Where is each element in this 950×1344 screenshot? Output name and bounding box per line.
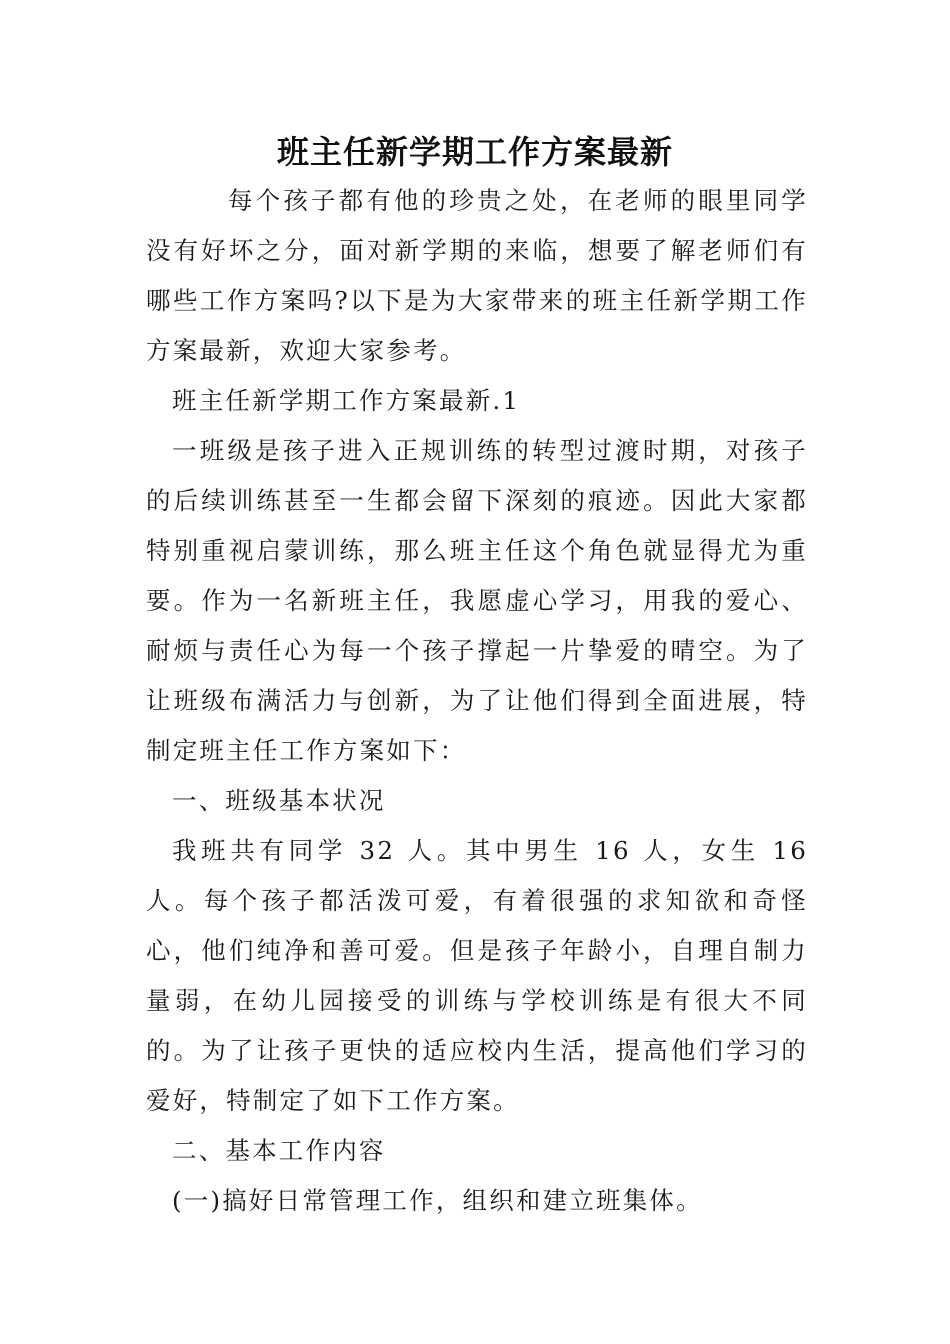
section-title: 班主任新学期工作方案最新.1 bbox=[172, 386, 521, 415]
subheading-daily-management: (一)搞好日常管理工作，组织和建立班集体。 bbox=[172, 1186, 703, 1215]
paragraph-class-status: 我班共有同学 32 人。其中男生 16 人，女生 16 人。每个孩子都活泼可爱，有着很强的求知欲和奇怪心，他们纯净和善可爱。但是孩子年龄小，自理自制力量弱，在幼儿园接受的训练与学校训练是有很大不同的。为了让孩子更快的适应校内生活，提高他们学习的爱好，特制定了如下工作方案。 bbox=[146, 836, 808, 1115]
document-title: 班主任新学期工作方案最新 bbox=[276, 133, 673, 171]
document-body bbox=[146, 176, 808, 1226]
intro-paragraph: 每个孩子都有他的珍贵之处，在老师的眼里同学没有好坏之分，面对新学期的来临，想要了解老师们有哪些工作方案吗?以下是为大家带来的班主任新学期工作方案最新，欢迎大家参考。 bbox=[146, 186, 808, 365]
heading-work-content: 二、基本工作内容 bbox=[172, 1136, 386, 1165]
heading-class-status: 一、班级基本状况 bbox=[172, 786, 386, 815]
paragraph-class-transition: 一班级是孩子进入正规训练的转型过渡时期，对孩子的后续训练甚至一生都会留下深刻的痕迹。因此大家都特别重视启蒙训练，那么班主任这个角色就显得尤为重要。作为一名新班主任，我愿虚心学习，用我的爱心、耐烦与责任心为每一个孩子撑起一片挚爱的晴空。为了让班级布满活力与创新，为了让他们得到全面进展，特制定班主任工作方案如下： bbox=[146, 436, 808, 765]
